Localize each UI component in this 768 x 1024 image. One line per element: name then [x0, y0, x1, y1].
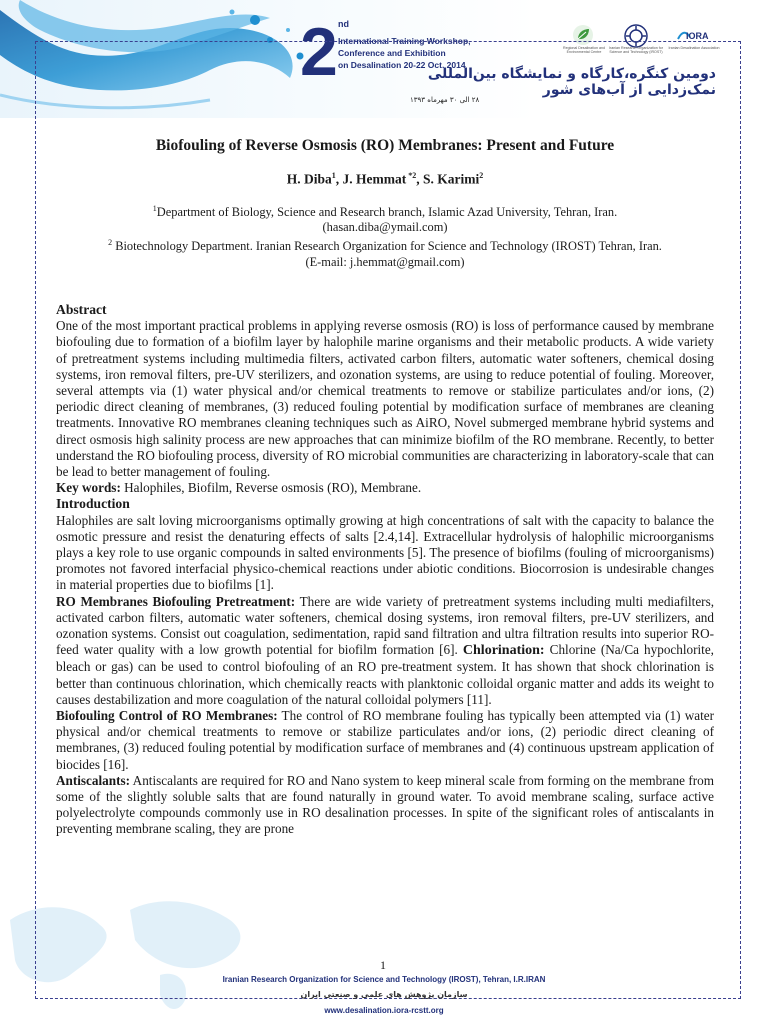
control-paragraph: [56, 708, 714, 773]
event-dates: 20-22 Oct. 2014: [403, 60, 466, 70]
event-topic: on Desalination: [338, 60, 402, 70]
persian-title-line-2: نمک‌زدایی از آب‌های شور: [542, 82, 716, 99]
introduction-heading: Introduction: [56, 496, 130, 512]
pretreatment-lead: RO Membranes Biofouling Pretreatment:: [56, 593, 296, 609]
pretreatment-paragraph: [56, 594, 714, 708]
antiscalant-lead: Antiscalants:: [56, 772, 130, 788]
page-number: 1: [380, 958, 386, 972]
author-name: H. Diba: [286, 171, 332, 187]
paper-body: [56, 138, 714, 838]
paper-title: Biofouling of Reverse Osmosis (RO) Membranes: Present and Future: [155, 137, 615, 154]
antiscalant-text: Antiscalants are required for RO and Nano system to keep mineral scale from forming on the membrane from some of the slightly soluble salts that are found naturally in ground water. To avoid membrane scaling, surface active polyelectrolyte compounds commonly use in RO desalination processes. In spite of the significant roles of antiscalants in preventing membrane scaling, they are prone: [56, 772, 714, 837]
author-name: J. Hemmat: [342, 171, 407, 187]
footer-website-link[interactable]: www.desalination.iora-rcstt.org: [324, 1006, 444, 1015]
abstract-heading: Abstract: [56, 301, 107, 317]
chlorination-lead: Chlorination:: [462, 643, 545, 659]
event-line-1: International Training Workshop,: [338, 36, 471, 46]
logo-caption-1: Regional Desalination and Environmental Centre: [563, 46, 605, 55]
logo-caption-3: Iranian Desalination Association: [668, 46, 720, 50]
affil-mark: 2: [108, 238, 113, 248]
affiliation-2-email: (E-mail: j.hemmat@gmail.com): [305, 254, 465, 269]
affiliations: [56, 201, 714, 270]
author-list: H. Diba$^1$, J. Hemmat $^{*2}$, S. Karimi$^2$: [286, 171, 484, 187]
keywords: [56, 480, 714, 496]
footer-organization: Iranian Research Organization for Science and Technology (IROST), Tehran, I.R.IRAN: [222, 975, 546, 984]
author-affil-mark: *2: [406, 171, 417, 181]
persian-dates: ۲۸ الی ۳۰ مهرماه ۱۳۹۳: [410, 96, 480, 104]
author-affil-mark: 1: [331, 171, 336, 181]
edition-number: 2: [300, 14, 338, 90]
abstract-text: One of the most important practical problems in applying reverse osmosis (RO) is loss of performance caused by membrane biofouling due to formation of a biofilm layer by halophile marine organisms and their metabolic products. A wide variety of pretreatment systems including multimedia filters, activated carbon filters, automatic water softeners, chemical dosing systems, iron removal filters, pre-UV sterilizers, and ozonation systems, are using to reduce potential of fouling. Moreover, several attempts via (1) water physical and/or chemical treatments to remove or stabilize particulates and/or ions, (2) periodic direct cleaning of membranes, (3) reduced fouling potential by modification surface of membranes are cleaning treatments. Innovative RO membranes cleaning techniques such as AiRO, Novel submerged membrane hybrid systems and direct osmosis high salinity process are new approaches that can minimize biofilm of the RO membrane. Recently, to better understand the RO biofouling process, diversity of RO microbial communities are characterizing in laboratory-scale that can be lead to better management of fouling.: [56, 318, 714, 479]
antiscalant-paragraph: [56, 773, 714, 838]
pretreatment-text: There are wide variety of pretreatment systems including multi mediafilters, activated carbon filters, automatic water softeners, chemical dosing systems, iron removal filters, pre-UV sterilizers, and ozonation systems. Consist out coagulation, sedimentation, rapid sand filtration and ultra filtration results into superior RO-feed water quality with a low growth potential for biofilm formation [6].: [56, 593, 714, 658]
edition-suffix: nd: [338, 19, 349, 29]
footer-organization-persian: سازمان پژوهش های علمی و صنعتی ایران: [300, 990, 468, 999]
logo-caption-2: Iranian Research Organization for Science and Technology (IROST): [609, 46, 663, 55]
control-text: The control of RO membrane fouling has typically been attempted via (1) water physical and/or chemical treatments to remove or stabilize particulates and/or ions, (2) periodic direct cleaning of membranes, (3) reduced fouling potential by modification surface of membranes and (4) continuous upstream application of biocides [16].: [56, 708, 714, 772]
chlorination-text: Chlorine (Na/Ca hypochlorite, bleach or gas) can be used to control biofouling of an RO pre-treatment system. It has shown that shock chlorination is better than continuous chlorination, which chemically reacts with planktonic colloidal organic matter and adds its weight to causes destabilization and more coagulation of the natural colloidal polymers [11].: [56, 642, 714, 707]
event-line-2: Conference and Exhibition: [338, 48, 446, 58]
affil-text: Department of Biology, Science and Research branch, Islamic Azad University, Tehran, Iran.: [156, 205, 618, 220]
introduction-text: Halophiles are salt loving microorganisms optimally growing at high concentrations of salt with the capacity to balance the osmotic pressure and resist the denaturing effects of salts [2.4,14]. Extracellular hydrolysis of halophilic microorganisms plays a key role to use organic compounds in salted environments [5]. The presence of biofilms (fouling of microorganisms) promotes not favored interfacial physico-chemical reactions under abiotic conditions. Biocorrosion is undesirable changes in material properties due to biofilms [1].: [56, 512, 714, 593]
affiliation-1: [56, 201, 714, 220]
author-name: S. Karimi: [423, 171, 480, 187]
author-affil-mark: 2: [479, 171, 484, 181]
keywords-text: Halophiles, Biofilm, Reverse osmosis (RO), Membrane.: [120, 480, 422, 496]
control-lead: Biofouling Control of RO Membranes:: [56, 708, 278, 724]
affil-mark: 1: [152, 203, 157, 213]
persian-title-line-1: دومین کنگره،کارگاه و نمایشگاه بین‌المللی: [427, 66, 716, 82]
affiliation-1-email: (hasan.diba@ymail.com): [322, 220, 448, 235]
affil-text: Biotechnology Department. Iranian Research Organization for Science and Technology (IROST) Tehran, Iran.: [112, 239, 662, 254]
affiliation-2: [56, 235, 714, 254]
iora-wordmark: IORA: [686, 31, 709, 41]
keywords-label: Key words:: [56, 480, 121, 496]
